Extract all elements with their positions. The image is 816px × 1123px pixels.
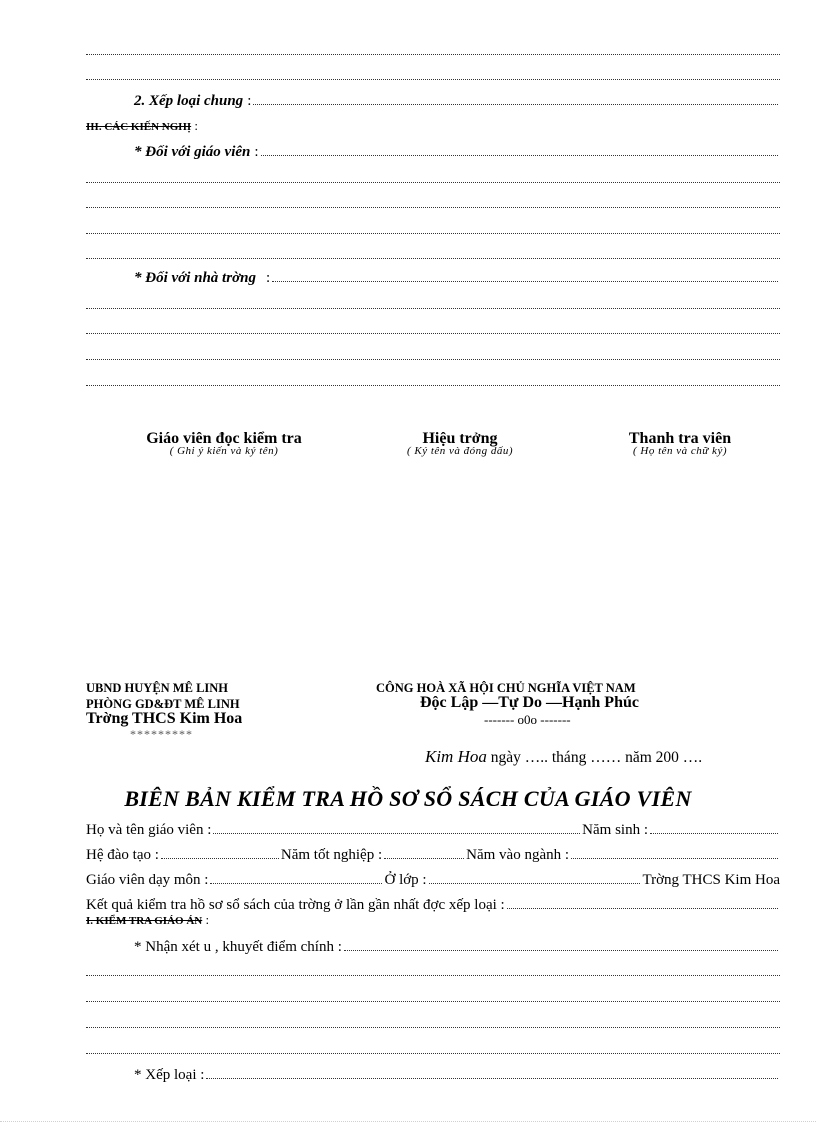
stars: ********* (130, 727, 193, 741)
comment-label: * Nhận xét u , khuyết điểm chính : (134, 939, 342, 955)
divider-ornament: ------- o0o ------- (484, 712, 571, 727)
join-year-field[interactable] (571, 858, 778, 859)
dotted-line[interactable] (86, 233, 780, 234)
teacher-name-label: Họ và tên giáo viên : (86, 822, 212, 838)
country-name: CÔNG HOÀ XÃ HỘI CHỦ NGHĨA VIỆT NAM (376, 681, 636, 695)
subject-label: Giáo viên dạy môn : (86, 872, 209, 888)
join-year-label: Năm vào ngành : (466, 847, 570, 863)
teacher-recommend-field[interactable] (261, 155, 778, 156)
teacher-recommend-row: * Đối với giáo viên : (86, 143, 780, 161)
dotted-line[interactable] (86, 1001, 780, 1002)
dotted-line[interactable] (86, 258, 780, 259)
date-text: ngày ….. tháng …… năm 200 …. (486, 749, 703, 766)
graduation-year-field[interactable] (384, 858, 464, 859)
page-edge-divider (0, 1121, 816, 1122)
date-place: Kim Hoa (425, 747, 487, 766)
previous-result-field[interactable] (507, 908, 778, 909)
dotted-line[interactable] (86, 1053, 780, 1054)
school-recommend-field[interactable] (272, 281, 778, 282)
school-recommend-row: * Đối với nhà trờng : (86, 269, 780, 287)
general-grade-field[interactable] (253, 104, 778, 105)
signature-note: ( Ký tên và đóng dấu) (406, 445, 514, 457)
general-grade-label: 2. Xếp loại chung (134, 93, 244, 109)
birth-year-label: Năm sinh : (582, 822, 648, 838)
motto: Độc Lập —Tự Do —Hạnh Phúc (420, 694, 639, 711)
dotted-line[interactable] (86, 333, 780, 334)
org-line-2: PHÒNG GD&ĐT MÊ LINH (86, 697, 240, 711)
class-label: Ở lớp : (384, 872, 427, 888)
date-line (425, 747, 702, 767)
subject-field[interactable] (210, 883, 382, 884)
dotted-line[interactable] (86, 359, 780, 360)
comment-field[interactable] (344, 950, 778, 951)
signature-title: Giáo viên đọc kiểm tra (146, 430, 302, 447)
school-label: Trờng THCS Kim Hoa (642, 872, 780, 888)
signature-note: ( Ghi ý kiến và ký tên) (169, 445, 279, 457)
teacher-recommend-label: * Đối với giáo viên (134, 144, 251, 160)
birth-year-field[interactable] (650, 833, 778, 834)
recommendations-heading: III. CÁC KIẾN NGHỊ : (86, 118, 199, 133)
teacher-name-field[interactable] (213, 833, 580, 834)
dotted-line[interactable] (86, 975, 780, 976)
signature-block-teacher (110, 430, 338, 457)
training-label: Hệ đào tạo : (86, 847, 159, 863)
dotted-line[interactable] (86, 79, 780, 80)
class-field[interactable] (429, 883, 641, 884)
dotted-line[interactable] (86, 182, 780, 183)
signature-note: ( Họ tên và chữ ký) (633, 445, 727, 457)
signature-block-principal (370, 430, 550, 457)
teacher-name-row (86, 821, 780, 839)
training-field[interactable] (161, 858, 279, 859)
previous-result-label: Kết quả kiểm tra hồ sơ sổ sách của trờng ở lần gần nhất đợc xếp loại : (86, 897, 505, 913)
lesson-grade-field[interactable] (206, 1078, 778, 1079)
dotted-line[interactable] (86, 54, 780, 55)
signature-title: Hiệu trởng (422, 430, 498, 447)
signature-block-inspector (600, 430, 760, 457)
signature-title: Thanh tra viên (628, 430, 732, 447)
training-row (86, 846, 780, 864)
comment-row (86, 938, 780, 956)
subject-row (86, 871, 780, 889)
dotted-line[interactable] (86, 207, 780, 208)
lesson-grade-row (86, 1066, 780, 1084)
lesson-grade-label: * Xếp loại : (134, 1067, 205, 1083)
dotted-line[interactable] (86, 385, 780, 386)
dotted-line[interactable] (86, 1027, 780, 1028)
general-grade-row: 2. Xếp loại chung : (86, 92, 780, 110)
school-name: Trờng THCS Kim Hoa (86, 710, 243, 727)
school-recommend-label: * Đối với nhà trờng (134, 270, 256, 286)
org-line-1: UBND HUYỆN MÊ LINH (86, 681, 229, 695)
form-title: BIÊN BẢN KIỂM TRA HỒ SƠ SỔ SÁCH CỦA GIÁO VIÊN (124, 786, 692, 811)
graduation-year-label: Năm tốt nghiệp : (280, 847, 383, 863)
lesson-plan-heading: I. KIỂM TRA GIÁO ÁN : (86, 912, 210, 927)
dotted-line[interactable] (86, 308, 780, 309)
